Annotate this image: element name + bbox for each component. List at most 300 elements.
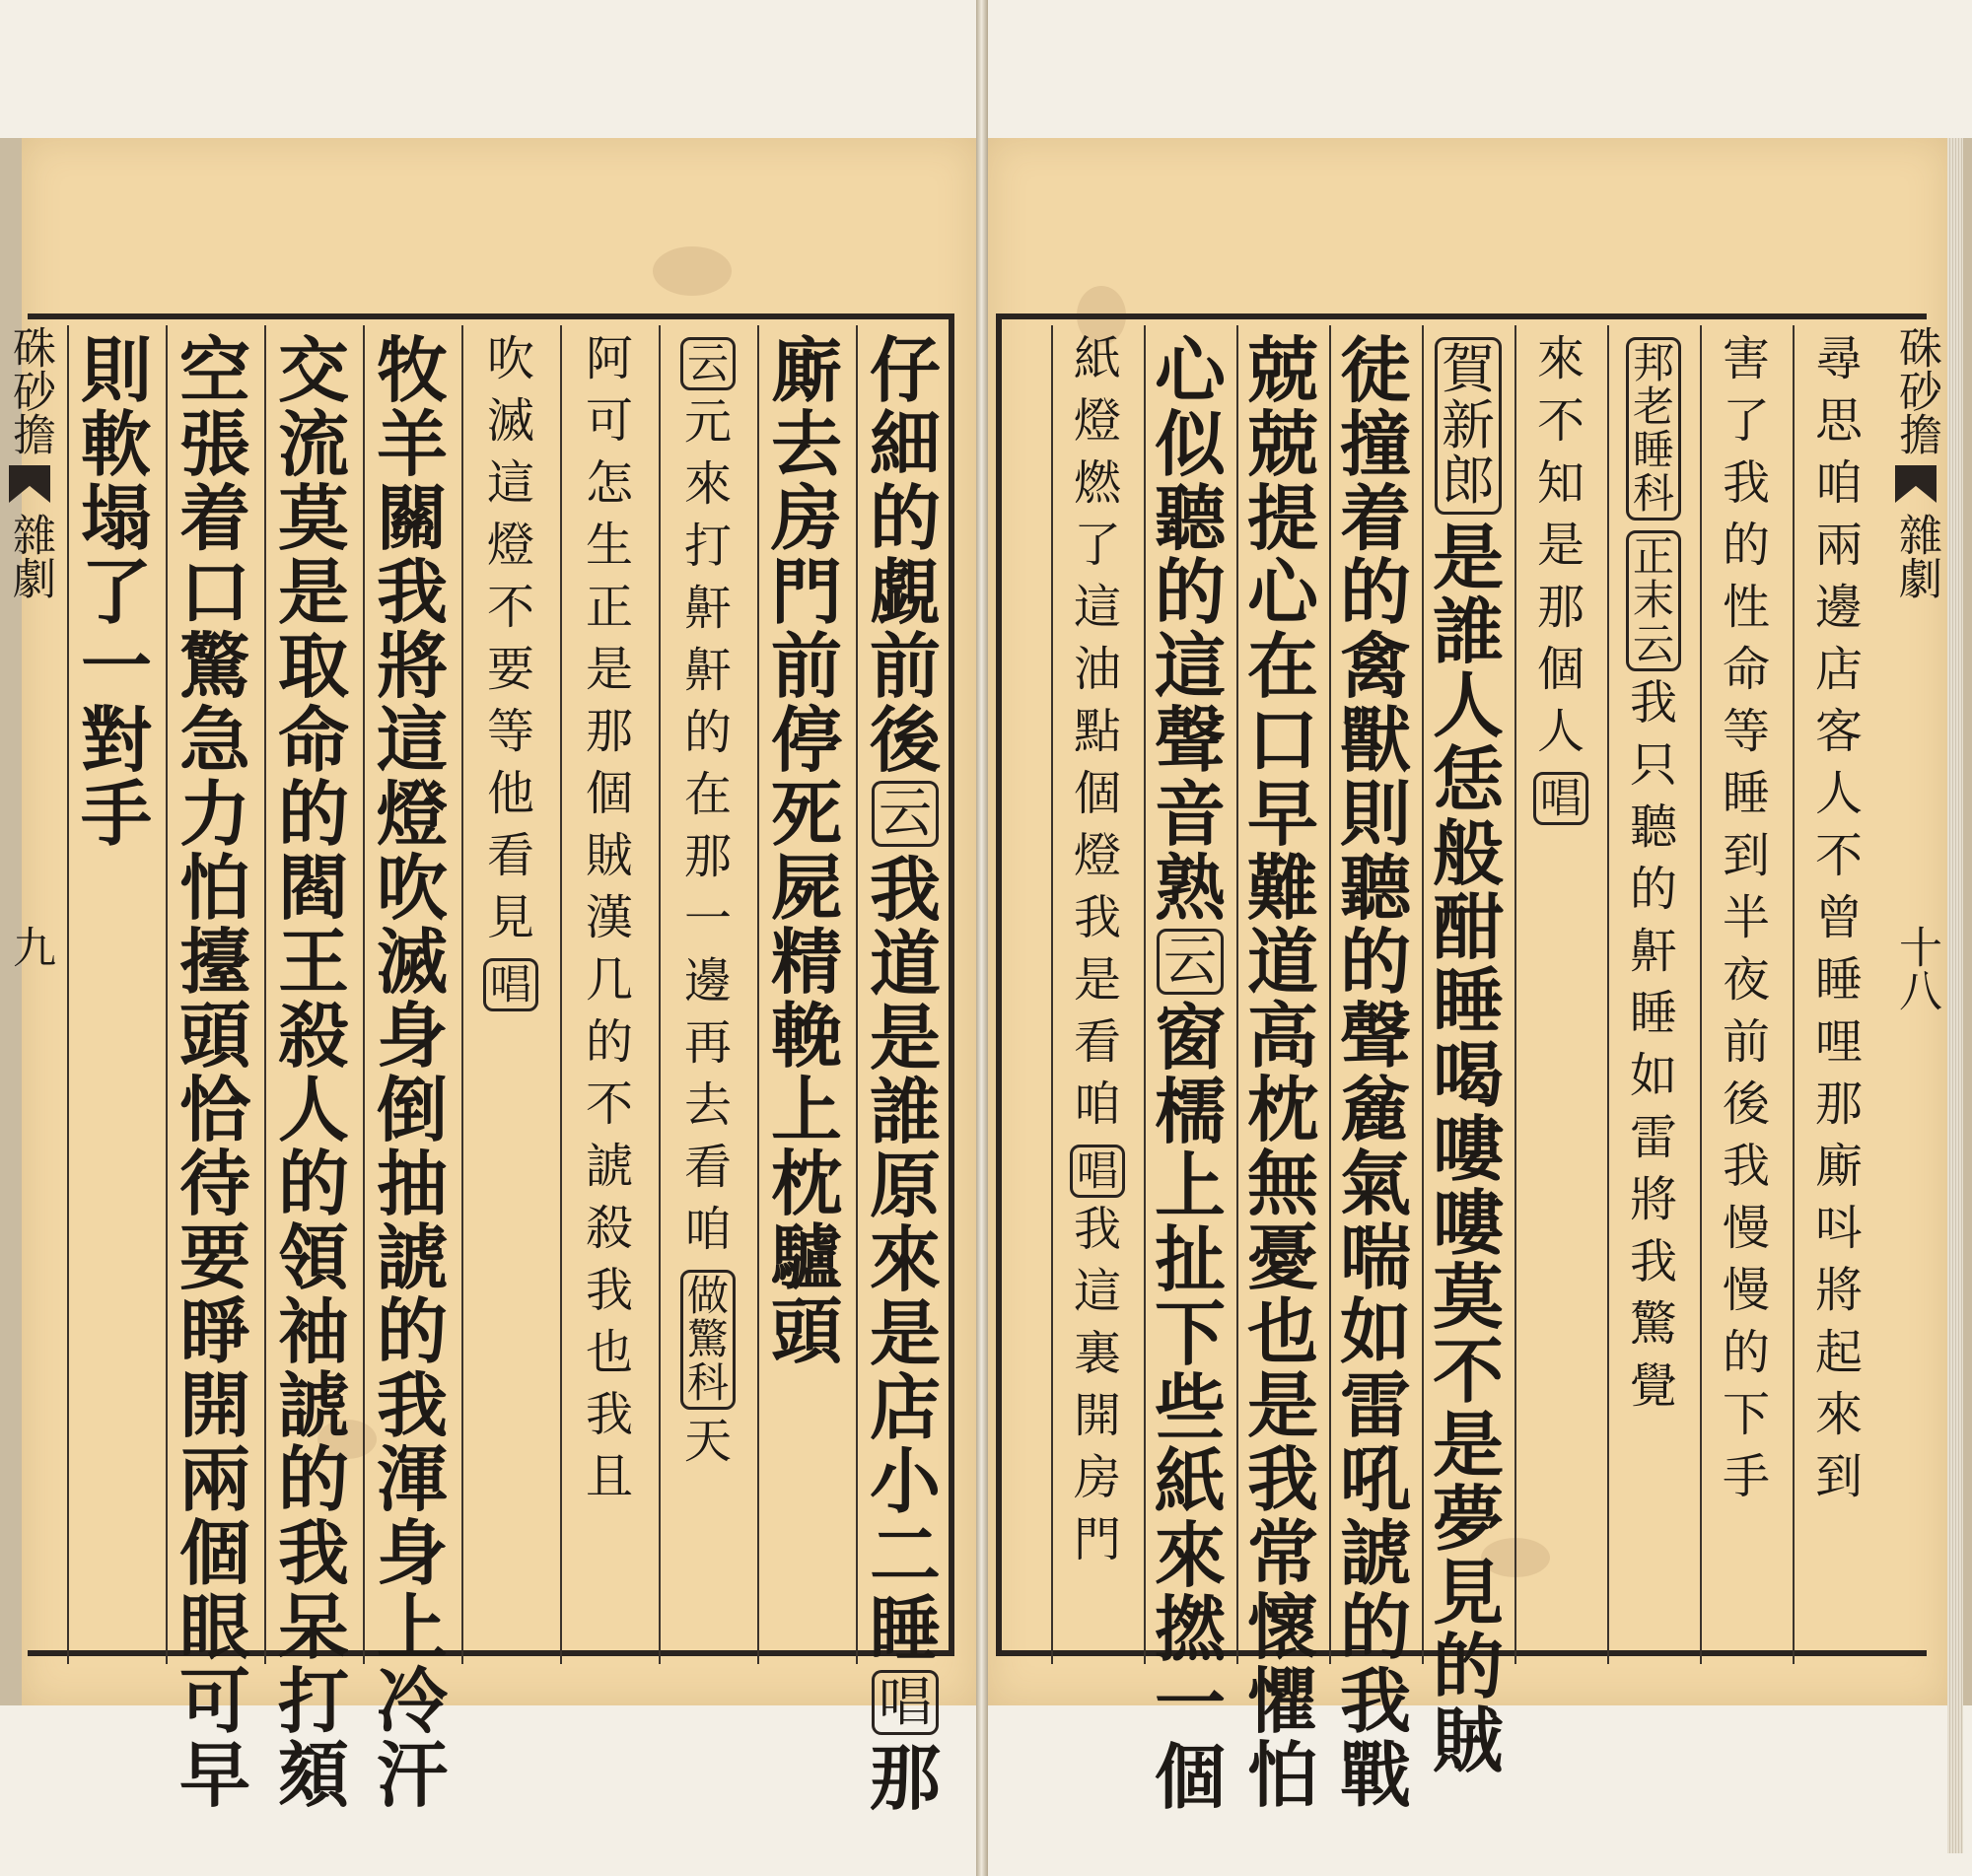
glyph: 着 <box>1339 476 1411 560</box>
glyph: 口 <box>178 550 250 634</box>
glyph: 天 <box>683 1414 732 1470</box>
glyph: 是 <box>277 550 349 634</box>
glyph: 正 <box>585 580 633 635</box>
glyph: 下 <box>1154 1290 1226 1375</box>
glyph: 高 <box>1246 994 1318 1077</box>
glyph: 枕 <box>770 1142 842 1225</box>
glyph: 看 <box>486 828 534 883</box>
fish-tail-mark-left <box>9 465 50 503</box>
glyph: 這 <box>1073 1264 1121 1320</box>
glyph: 軟 <box>80 402 152 486</box>
glyph: 將 <box>1629 1171 1677 1227</box>
glyph: 咱 <box>683 1202 732 1258</box>
glyph: 聲 <box>1154 698 1226 782</box>
glyph: 諕 <box>585 1139 633 1194</box>
glyph: 裏 <box>1073 1326 1121 1382</box>
glyph: 如 <box>1629 1047 1677 1103</box>
glyph: 唱 <box>489 960 531 1008</box>
glyph: 點 <box>1073 704 1121 759</box>
glyph: 一 <box>1154 1660 1226 1745</box>
glyph: 輓 <box>770 994 842 1077</box>
right-column <box>1607 335 1700 1424</box>
fish-tail-mark-right <box>1895 465 1937 503</box>
left-folio-title: 硃砂擔 <box>5 325 55 455</box>
glyph: 等 <box>486 704 534 759</box>
glyph: 嘍 <box>1432 1107 1504 1192</box>
glyph: 的 <box>1339 1585 1411 1669</box>
glyph: 也 <box>585 1325 633 1380</box>
glyph: 熟 <box>1154 846 1226 930</box>
right-column <box>1422 335 1514 1783</box>
glyph: 無 <box>1246 1142 1318 1225</box>
glyph: 命 <box>1722 642 1770 697</box>
glyph: 知 <box>1536 455 1585 511</box>
glyph: 的 <box>683 705 732 761</box>
glyph: 夜 <box>1722 952 1770 1007</box>
glyph: 關 <box>376 476 448 560</box>
glyph: 看 <box>1073 1014 1121 1070</box>
bottom-paper-margin-left <box>0 1705 976 1876</box>
glyph: 後 <box>869 698 941 782</box>
glyph: 半 <box>1722 890 1770 945</box>
glyph: 的 <box>1339 550 1411 634</box>
glyph: 個 <box>1154 1734 1226 1819</box>
glyph: 起 <box>1814 1325 1863 1380</box>
glyph: 店 <box>869 1364 941 1449</box>
glyph: 恁 <box>1432 737 1504 822</box>
glyph: 郎 <box>1442 450 1495 513</box>
glyph: 懷 <box>1246 1585 1318 1669</box>
glyph: 提 <box>1246 476 1318 560</box>
glyph: 窗 <box>1154 995 1226 1079</box>
glyph: 了 <box>80 550 152 634</box>
glyph: 塌 <box>80 476 152 560</box>
glyph: 房 <box>770 476 842 560</box>
glyph: 枕 <box>1246 1068 1318 1151</box>
glyph: 睡 <box>1632 426 1674 475</box>
glyph: 燃 <box>1073 455 1121 511</box>
glyph: 的 <box>277 772 349 856</box>
glyph: 莫 <box>1432 1255 1504 1340</box>
glyph: 般 <box>1432 811 1504 896</box>
glyph: 兢 <box>1246 402 1318 486</box>
glyph: 曾 <box>1814 890 1863 945</box>
glyph: 原 <box>869 1143 941 1227</box>
glyph: 几 <box>585 952 633 1007</box>
glyph: 去 <box>770 402 842 486</box>
glyph: 鼾 <box>1629 923 1677 979</box>
glyph: 個 <box>585 766 633 821</box>
glyph: 兩 <box>178 1437 250 1521</box>
glyph: 的 <box>1722 1325 1770 1380</box>
glyph: 心 <box>1154 328 1226 412</box>
glyph: 睡 <box>1722 766 1770 821</box>
glyph: 在 <box>1246 624 1318 708</box>
glyph: 邦 <box>1632 339 1674 387</box>
right-column <box>1236 328 1329 1817</box>
glyph: 紙 <box>1073 331 1121 386</box>
glyph: 前 <box>869 624 941 708</box>
glyph: 取 <box>277 624 349 708</box>
glyph: 雷 <box>1339 1363 1411 1447</box>
glyph: 廝 <box>1814 1139 1863 1194</box>
glyph: 撚 <box>1154 1586 1226 1671</box>
glyph: 老 <box>1632 382 1674 432</box>
glyph: 這 <box>1154 624 1226 708</box>
glyph: 似 <box>1154 402 1226 486</box>
glyph: 唱 <box>879 1670 932 1733</box>
glyph: 那 <box>1536 580 1585 635</box>
glyph: 正 <box>1632 532 1674 582</box>
right-folio-genre: 雜劇 <box>1891 513 1941 599</box>
stage-direction-box <box>1626 337 1681 521</box>
glyph: 賀 <box>1442 338 1495 400</box>
glyph: 我 <box>1722 1139 1770 1194</box>
glyph: 怕 <box>178 846 250 930</box>
glyph: 那 <box>1814 1077 1863 1132</box>
glyph: 來 <box>683 456 732 513</box>
glyph: 着 <box>178 476 250 560</box>
glyph: 到 <box>1814 1449 1863 1504</box>
glyph: 吼 <box>1339 1437 1411 1521</box>
glyph: 害 <box>1722 331 1770 386</box>
glyph: 我 <box>585 1263 633 1318</box>
glyph: 吹 <box>376 846 448 930</box>
glyph: 張 <box>178 402 250 486</box>
glyph: 的 <box>1432 1625 1504 1709</box>
glyph: 不 <box>1536 393 1585 449</box>
glyph: 了 <box>1722 393 1770 449</box>
glyph: 上 <box>770 1068 842 1151</box>
glyph: 滅 <box>376 920 448 1004</box>
glyph: 前 <box>770 624 842 708</box>
glyph: 云 <box>1632 619 1674 668</box>
glyph: 身 <box>376 994 448 1077</box>
stage-direction-box <box>1533 772 1588 825</box>
glyph: 我 <box>277 1511 349 1595</box>
glyph: 打 <box>683 519 732 575</box>
stage-direction-box <box>483 958 538 1011</box>
glyph: 喝 <box>1432 1033 1504 1118</box>
book-gutter <box>976 0 988 1876</box>
glyph: 的 <box>1629 861 1677 917</box>
glyph: 新 <box>1442 393 1495 456</box>
glyph: 紙 <box>1154 1438 1226 1523</box>
glyph: 我 <box>869 847 941 932</box>
stage-direction-box <box>1157 929 1224 995</box>
glyph: 我 <box>376 550 448 634</box>
glyph: 細 <box>869 402 941 486</box>
right-folio-title: 硃砂擔 <box>1891 325 1941 455</box>
right-column <box>1700 331 1793 1515</box>
glyph: 雷 <box>1629 1109 1677 1165</box>
glyph: 後 <box>1722 1077 1770 1132</box>
glyph: 哩 <box>1814 1014 1863 1070</box>
glyph: 睡 <box>1629 985 1677 1041</box>
glyph: 來 <box>1154 1512 1226 1597</box>
glyph: 一 <box>80 624 152 708</box>
glyph: 的 <box>869 476 941 560</box>
glyph: 屍 <box>770 846 842 930</box>
glyph: 莫 <box>277 476 349 560</box>
glyph: 睡 <box>869 1586 941 1671</box>
glyph: 待 <box>178 1142 250 1225</box>
stage-direction-box <box>680 337 736 390</box>
left-column <box>659 335 757 1480</box>
glyph: 喘 <box>1339 1216 1411 1299</box>
left-column <box>264 328 363 1817</box>
glyph: 則 <box>1339 772 1411 856</box>
glyph: 抽 <box>376 1142 448 1225</box>
glyph: 是 <box>1073 952 1121 1007</box>
glyph: 我 <box>1339 1659 1411 1743</box>
glyph: 人 <box>1814 766 1863 821</box>
glyph: 個 <box>1073 766 1121 821</box>
glyph: 聲 <box>1339 994 1411 1077</box>
glyph: 對 <box>80 698 152 782</box>
glyph: 前 <box>1722 1014 1770 1070</box>
glyph: 的 <box>376 1289 448 1373</box>
glyph: 將 <box>376 624 448 708</box>
glyph: 驚 <box>178 624 250 708</box>
glyph: 元 <box>683 394 732 451</box>
glyph: 命 <box>277 698 349 782</box>
glyph: 是 <box>869 1290 941 1375</box>
top-paper-margin-left <box>0 0 976 138</box>
glyph: 燈 <box>486 518 534 573</box>
glyph: 諕 <box>376 1216 448 1299</box>
glyph: 道 <box>869 921 941 1006</box>
glyph: 那 <box>683 829 732 885</box>
glyph: 難 <box>1246 846 1318 930</box>
glyph: 且 <box>585 1449 633 1504</box>
glyph: 不 <box>1432 1329 1504 1414</box>
glyph: 可 <box>178 1659 250 1743</box>
glyph: 人 <box>1536 704 1585 759</box>
glyph: 仔 <box>869 328 941 412</box>
glyph: 驚 <box>686 1315 729 1364</box>
left-column <box>461 331 560 1019</box>
stage-direction-box <box>1435 337 1502 515</box>
glyph: 客 <box>1814 704 1863 759</box>
glyph: 檽 <box>1154 1069 1226 1153</box>
glyph: 開 <box>1073 1388 1121 1444</box>
glyph: 道 <box>1246 920 1318 1004</box>
glyph: 停 <box>770 698 842 782</box>
glyph: 徒 <box>1339 328 1411 412</box>
glyph: 我 <box>585 1387 633 1442</box>
glyph: 燈 <box>376 772 448 856</box>
top-paper-margin-right <box>988 0 1972 138</box>
glyph: 我 <box>1629 674 1677 730</box>
glyph: 氣 <box>1339 1142 1411 1225</box>
glyph: 我 <box>376 1363 448 1447</box>
glyph: 只 <box>1629 736 1677 793</box>
glyph: 生 <box>585 518 633 573</box>
glyph: 心 <box>1246 550 1318 634</box>
glyph: 覺 <box>1629 1357 1677 1414</box>
glyph: 吹 <box>486 331 534 386</box>
glyph: 諕 <box>1339 1511 1411 1595</box>
glyph: 禽 <box>1339 624 1411 708</box>
glyph: 燈 <box>1073 393 1121 449</box>
glyph: 性 <box>1722 580 1770 635</box>
glyph: 手 <box>1722 1449 1770 1504</box>
glyph: 做 <box>686 1272 729 1321</box>
left-column <box>67 328 166 856</box>
glyph: 房 <box>1073 1450 1121 1506</box>
left-folio-number: 九 <box>5 925 55 968</box>
glyph: 可 <box>585 393 633 449</box>
glyph: 覷 <box>869 550 941 634</box>
glyph: 懼 <box>1246 1659 1318 1743</box>
stage-direction-box <box>1070 1145 1125 1198</box>
glyph: 交 <box>277 328 349 412</box>
glyph: 呌 <box>1814 1201 1863 1256</box>
glyph: 怎 <box>585 455 633 511</box>
glyph: 個 <box>1536 642 1585 697</box>
glyph: 睡 <box>1432 959 1504 1044</box>
glyph: 我 <box>1722 455 1770 511</box>
glyph: 我 <box>1629 1233 1677 1289</box>
glyph: 來 <box>1814 1387 1863 1442</box>
glyph: 燈 <box>1073 828 1121 883</box>
glyph: 在 <box>683 767 732 823</box>
glyph: 酣 <box>1432 885 1504 970</box>
glyph: 則 <box>80 328 152 412</box>
glyph: 領 <box>277 1216 349 1299</box>
glyph: 上 <box>1154 1143 1226 1227</box>
glyph: 一 <box>683 891 732 947</box>
glyph: 是 <box>1536 518 1585 573</box>
glyph: 尋 <box>1814 331 1863 386</box>
glyph: 的 <box>1722 518 1770 573</box>
glyph: 獸 <box>1339 698 1411 782</box>
glyph: 慢 <box>1722 1201 1770 1256</box>
glyph: 科 <box>686 1358 729 1408</box>
left-column <box>560 331 659 1515</box>
glyph: 來 <box>869 1216 941 1301</box>
glyph: 是 <box>869 995 941 1079</box>
glyph: 是 <box>1246 1363 1318 1447</box>
right-column <box>1793 331 1885 1515</box>
glyph: 不 <box>486 580 534 635</box>
stage-direction-box <box>680 1270 736 1410</box>
glyph: 聽 <box>1629 799 1677 855</box>
glyph: 門 <box>1073 1512 1121 1568</box>
glyph: 門 <box>770 550 842 634</box>
glyph: 云 <box>686 339 729 387</box>
glyph: 渾 <box>376 1437 448 1521</box>
glyph: 云 <box>1163 930 1217 992</box>
glyph: 來 <box>1536 331 1585 386</box>
left-column <box>166 328 264 1817</box>
glyph: 恰 <box>178 1068 250 1151</box>
glyph: 阿 <box>585 331 633 386</box>
glyph: 憂 <box>1246 1216 1318 1299</box>
glyph: 聽 <box>1339 846 1411 930</box>
glyph: 常 <box>1246 1511 1318 1595</box>
glyph: 嘍 <box>1432 1181 1504 1266</box>
glyph: 科 <box>1632 469 1674 519</box>
glyph: 了 <box>1073 518 1121 573</box>
glyph: 麄 <box>1339 1068 1411 1151</box>
glyph: 個 <box>178 1511 250 1595</box>
right-column <box>1514 331 1607 833</box>
glyph: 邊 <box>683 953 732 1009</box>
glyph: 口 <box>1246 698 1318 782</box>
right-column <box>1144 328 1236 1819</box>
glyph: 精 <box>770 920 842 1004</box>
glyph: 閻 <box>277 846 349 930</box>
glyph: 力 <box>178 772 250 856</box>
glyph: 是 <box>585 642 633 697</box>
glyph: 云 <box>879 782 932 844</box>
glyph: 怕 <box>1246 1733 1318 1817</box>
glyph: 空 <box>178 328 250 412</box>
glyph: 是 <box>1432 516 1504 600</box>
glyph: 要 <box>486 642 534 697</box>
glyph: 等 <box>1722 704 1770 759</box>
glyph: 二 <box>869 1512 941 1597</box>
glyph: 冷 <box>376 1659 448 1743</box>
glyph: 那 <box>869 1736 941 1821</box>
stage-direction-box <box>872 781 939 847</box>
glyph: 賊 <box>1432 1699 1504 1783</box>
glyph: 早 <box>1246 772 1318 856</box>
glyph: 睜 <box>178 1289 250 1373</box>
glyph: 頦 <box>277 1733 349 1817</box>
glyph: 汗 <box>376 1733 448 1817</box>
glyph: 這 <box>486 455 534 511</box>
glyph: 殺 <box>585 1201 633 1256</box>
glyph: 頭 <box>178 994 250 1077</box>
glyph: 羊 <box>376 402 448 486</box>
glyph: 那 <box>585 704 633 759</box>
glyph: 誰 <box>869 1069 941 1153</box>
glyph: 倒 <box>376 1068 448 1151</box>
page-edges <box>1947 138 1963 1853</box>
glyph: 驢 <box>770 1216 842 1299</box>
left-folio <box>0 325 59 968</box>
glyph: 店 <box>1814 642 1863 697</box>
glyph: 人 <box>1432 663 1504 748</box>
glyph: 音 <box>1154 772 1226 856</box>
glyph: 些 <box>1154 1364 1226 1449</box>
glyph: 漢 <box>585 890 633 945</box>
glyph: 的 <box>1339 920 1411 1004</box>
glyph: 身 <box>376 1511 448 1595</box>
glyph: 咱 <box>1073 1077 1121 1132</box>
left-folio-genre: 雜劇 <box>5 513 55 599</box>
left-column <box>757 328 856 1373</box>
glyph: 鼾 <box>683 581 732 637</box>
glyph: 也 <box>1246 1289 1318 1373</box>
left-column <box>856 328 954 1821</box>
glyph: 不 <box>1814 828 1863 883</box>
glyph: 諕 <box>277 1363 349 1447</box>
glyph: 鼾 <box>683 643 732 699</box>
glyph: 如 <box>1339 1289 1411 1373</box>
glyph: 滅 <box>486 393 534 449</box>
glyph: 思 <box>1814 393 1863 449</box>
glyph: 他 <box>486 766 534 821</box>
glyph: 死 <box>770 772 842 856</box>
left-column <box>363 328 461 1817</box>
glyph: 我 <box>1073 890 1121 945</box>
glyph: 再 <box>683 1015 732 1072</box>
glyph: 要 <box>178 1216 250 1299</box>
